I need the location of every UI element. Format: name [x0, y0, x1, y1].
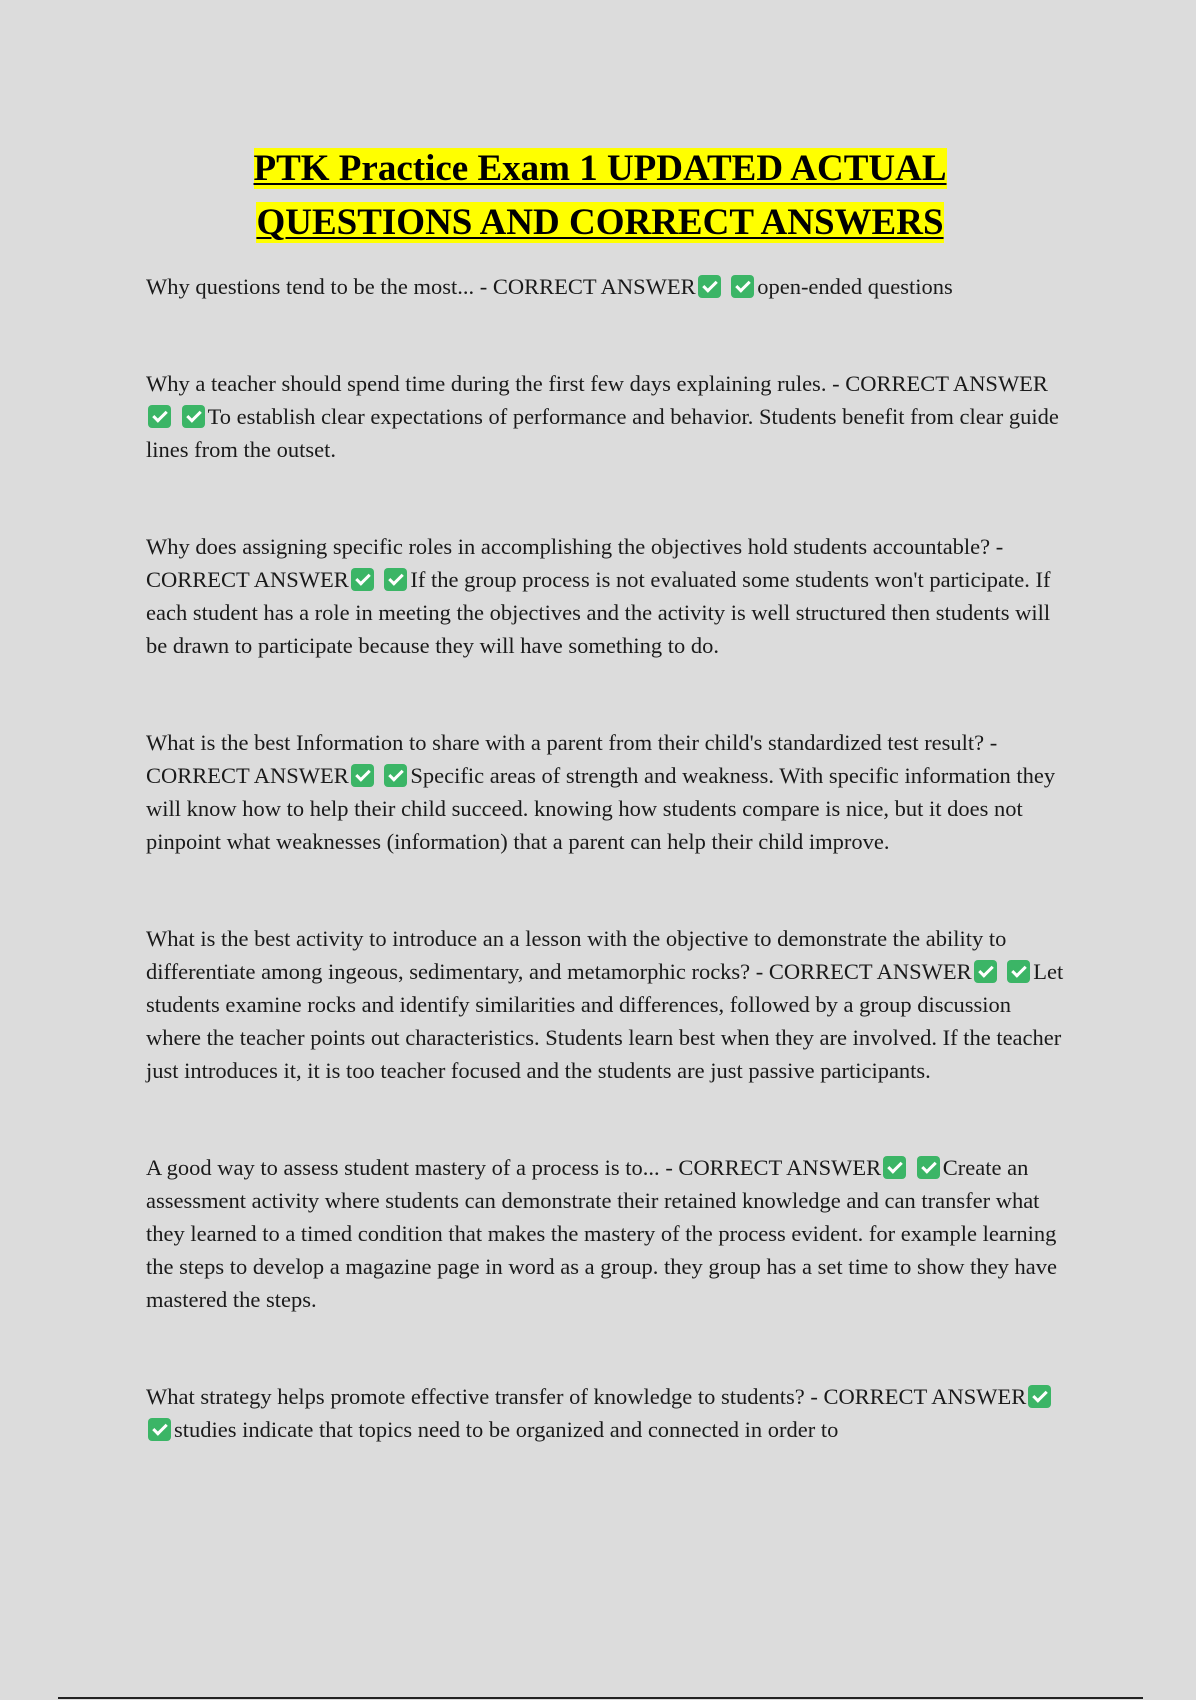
- title-line-1: PTK Practice Exam 1 UPDATED ACTUAL: [253, 148, 947, 189]
- qa-item: [146, 1380, 1066, 1446]
- question-text: What is the best activity to introduce an a lesson with the objective to demonstrate the ability to differentiate among ingeous, sedimentary, and metamorphic rocks?: [146, 926, 1007, 984]
- qa-item: [146, 270, 1066, 303]
- answer-text: Create an assessment activity where students can demonstrate their retained knowledge and can transfer what they learned to a timed condition that makes the mastery of the process evident. for example learning the steps to develop a magazine page in word as a group. they group has a set time to show they have mastered the steps.: [146, 1155, 1057, 1312]
- answer-marker: - CORRECT ANSWER: [146, 730, 998, 788]
- answer-marker: - CORRECT ANSWER: [665, 1155, 882, 1180]
- check-mark-icon: [351, 764, 374, 787]
- title-line-2: QUESTIONS AND CORRECT ANSWERS: [256, 202, 944, 243]
- answer-text: To establish clear expectations of performance and behavior. Students benefit from clear guide lines from the outset.: [146, 404, 1059, 462]
- check-mark-icon: [384, 568, 407, 591]
- answer-marker: - CORRECT ANSWER: [755, 959, 972, 984]
- answer-text: Let students examine rocks and identify similarities and differences, followed by a group discussion where the teacher points out characteristics. Students learn best when they are involved. If the teacher just introduces it, it is too teacher focused and the students are just passive participants.: [146, 959, 1064, 1083]
- check-mark-icon: [384, 764, 407, 787]
- page-edge: [1196, 0, 1200, 1700]
- question-text: A good way to assess student mastery of a process is to...: [146, 1155, 660, 1180]
- check-mark-icon: [351, 568, 374, 591]
- answer-text: Specific areas of strength and weakness. With specific information they will know how to help their child succeed. knowing how students compare is nice, but it does not pinpoint what weaknesses (information) that a parent can help their child improve.: [146, 763, 1056, 854]
- qa-list: [146, 270, 1066, 1510]
- check-mark-icon: [148, 405, 171, 428]
- document-title: [100, 142, 1100, 250]
- answer-marker: - CORRECT ANSWER: [810, 1384, 1027, 1409]
- question-text: What strategy helps promote effective transfer of knowledge to students?: [146, 1384, 805, 1409]
- check-mark-icon: [974, 960, 997, 983]
- check-mark-icon: [917, 1156, 940, 1179]
- qa-item: [146, 530, 1066, 662]
- qa-item: [146, 1151, 1066, 1316]
- footer-rule: [58, 1697, 1143, 1699]
- check-mark-icon: [883, 1156, 906, 1179]
- check-mark-icon: [182, 405, 205, 428]
- question-text: Why a teacher should spend time during the first few days explaining rules.: [146, 371, 827, 396]
- check-mark-icon: [1028, 1385, 1051, 1408]
- qa-item: [146, 726, 1066, 858]
- check-mark-icon: [1007, 960, 1030, 983]
- qa-item: [146, 367, 1066, 466]
- answer-marker: - CORRECT ANSWER: [479, 274, 696, 299]
- answer-text: open-ended questions: [757, 274, 953, 299]
- answer-marker: - CORRECT ANSWER: [146, 534, 1004, 592]
- question-text: Why does assigning specific roles in accomplishing the objectives hold students accountable?: [146, 534, 991, 559]
- check-mark-icon: [731, 275, 754, 298]
- answer-text: studies indicate that topics need to be organized and connected in order to: [174, 1417, 839, 1442]
- qa-item: [146, 922, 1066, 1087]
- check-mark-icon: [698, 275, 721, 298]
- question-text: Why questions tend to be the most...: [146, 274, 475, 299]
- answer-marker: - CORRECT ANSWER: [832, 371, 1048, 396]
- check-mark-icon: [148, 1418, 171, 1441]
- answer-text: If the group process is not evaluated some students won't participate. If each student has a role in meeting the objectives and the activity is well structured then students will be drawn to participate because they will have something to do.: [146, 567, 1051, 658]
- question-text: What is the best Information to share with a parent from their child's standardized test result?: [146, 730, 985, 755]
